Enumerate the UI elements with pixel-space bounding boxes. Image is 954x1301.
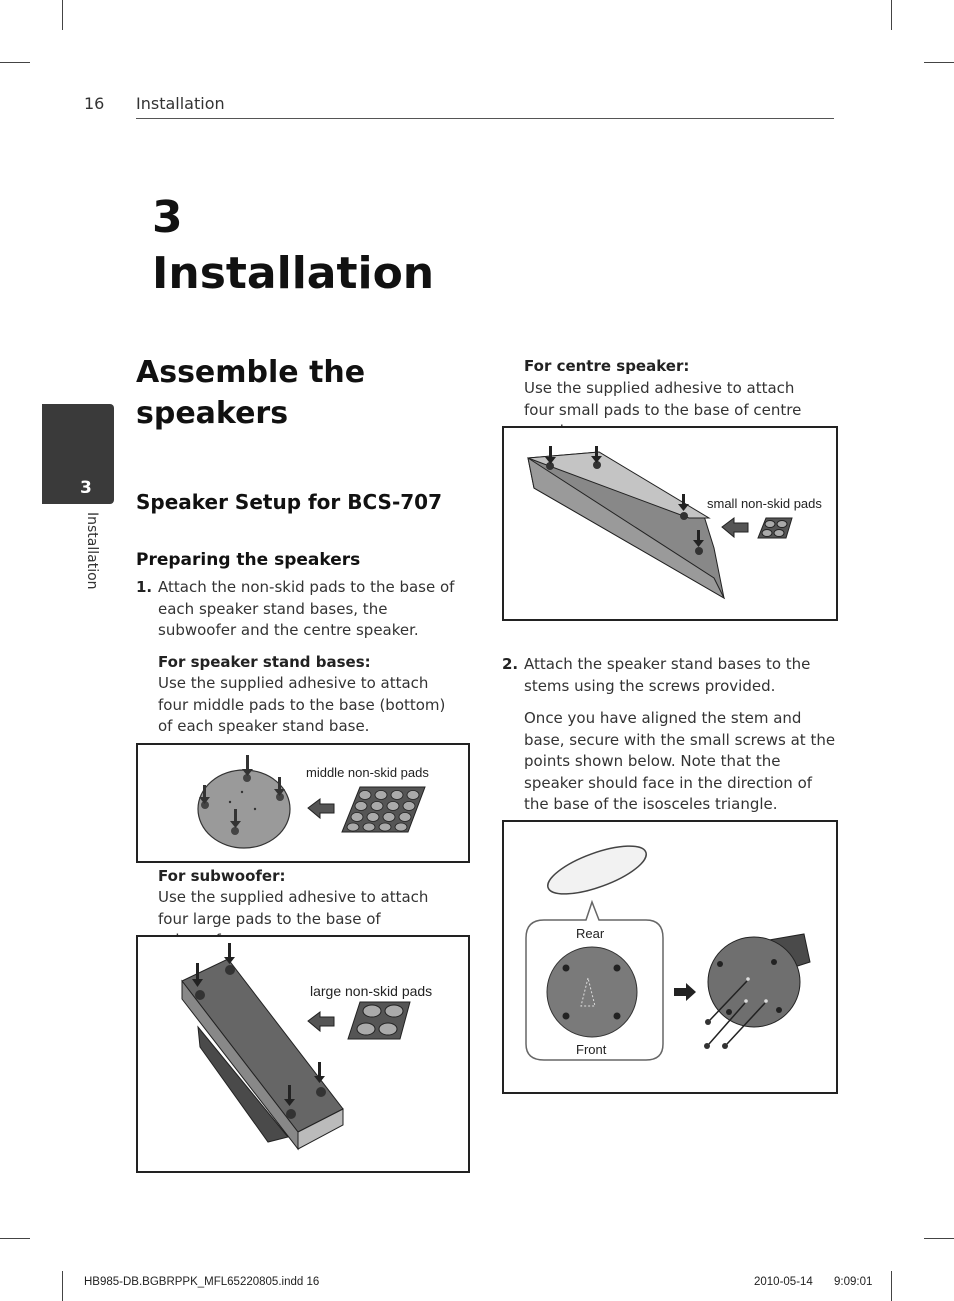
stand-text: Use the supplied adhesive to attach four middle pads to the base (bottom) of each speaker stand base. bbox=[158, 674, 446, 735]
figure-stem-base bbox=[502, 820, 838, 1094]
footer-file: HB985-DB.BGBRPPK_MFL65220805.indd 16 bbox=[84, 1276, 320, 1288]
subwoofer-text: Use the supplied adhesive to attach four large pads to the base of bbox=[158, 888, 429, 928]
step2-text: Attach the speaker stand bases to the stems using the screws provided. bbox=[524, 655, 811, 695]
subsection-title: Speaker Setup for BCS-707 bbox=[136, 490, 442, 514]
crop-mark bbox=[62, 1271, 63, 1301]
figure-subwoofer bbox=[136, 935, 470, 1173]
small-pads-label: small non-skid pads bbox=[707, 496, 822, 511]
chapter-title: Installation bbox=[152, 248, 435, 299]
crop-mark bbox=[924, 1238, 954, 1239]
page-number: 16 bbox=[84, 94, 105, 113]
step2-number: 2. bbox=[502, 655, 519, 673]
subsubsection-title: Preparing the speakers bbox=[136, 550, 361, 570]
chapter-number: 3 bbox=[152, 192, 183, 243]
figure-stand-base bbox=[136, 743, 470, 863]
header-rule bbox=[136, 118, 834, 119]
stand-base-illustration bbox=[138, 745, 468, 861]
side-tab-label: Installation bbox=[84, 512, 100, 590]
section-title-line1: Assemble the bbox=[136, 355, 366, 390]
step1-text: Attach the non-skid pads to the base of each speaker stand bases, the subwoofer and the centre speaker. bbox=[158, 578, 455, 639]
crop-mark bbox=[891, 0, 892, 30]
footer-time: 9:09:01 bbox=[834, 1276, 873, 1288]
centre-speaker-illustration bbox=[504, 428, 836, 619]
subwoofer-heading: For subwoofer: bbox=[158, 867, 286, 885]
footer-date: 2010-05-14 bbox=[754, 1276, 813, 1288]
chapter-side-tab bbox=[42, 404, 114, 504]
subwoofer-illustration bbox=[138, 937, 468, 1171]
front-label: Front bbox=[576, 1042, 607, 1057]
crop-mark bbox=[62, 0, 63, 30]
centre-heading: For centre speaker: bbox=[524, 357, 690, 375]
side-tab-label-wrap bbox=[78, 512, 102, 602]
middle-pads-label: middle non-skid pads bbox=[306, 765, 429, 780]
crop-mark bbox=[0, 1238, 30, 1239]
crop-mark bbox=[924, 62, 954, 63]
running-header-title: Installation bbox=[136, 94, 225, 113]
stand-heading: For speaker stand bases: bbox=[158, 653, 371, 671]
centre-text: Use the supplied adhesive to attach four small pads to the base of centre bbox=[524, 379, 802, 419]
side-tab-number: 3 bbox=[80, 478, 92, 498]
section-title bbox=[136, 352, 456, 434]
step2-note: Once you have aligned the stem and base, secure with the small screws at the points shown below. Note that the speaker should face in the direction of the base of the isosceles triangle. bbox=[524, 709, 836, 813]
large-pads-label: large non-skid pads bbox=[310, 983, 433, 999]
stem-base-illustration bbox=[504, 822, 836, 1092]
rear-label: Rear bbox=[576, 926, 605, 941]
crop-mark bbox=[0, 62, 30, 63]
section-title-line2: speakers bbox=[136, 396, 289, 431]
crop-mark bbox=[891, 1271, 892, 1301]
figure-centre-speaker bbox=[502, 426, 838, 621]
step1-number: 1. bbox=[136, 578, 153, 596]
